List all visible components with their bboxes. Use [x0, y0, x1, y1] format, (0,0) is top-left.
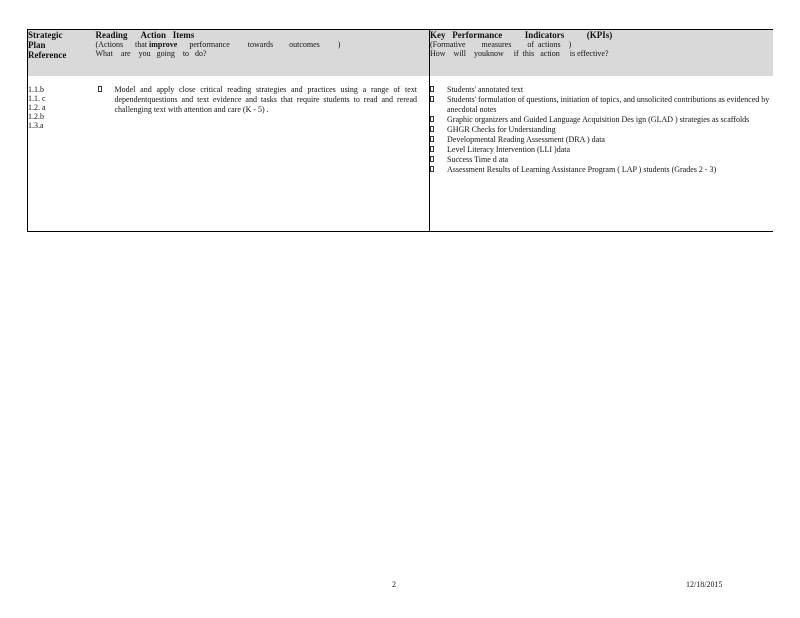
body-cell-reference [28, 76, 88, 232]
bullet-box-icon [430, 146, 434, 152]
ref-item: 1.2. a [28, 102, 46, 112]
kpi-list-item [430, 115, 773, 125]
header-ref-line-3: Reference [28, 50, 67, 60]
bullet-box-icon [98, 86, 102, 92]
kpi-item-text: Assessment Results of Learning Assistance Program ( LAP ) students (Grades 2 - 3) [447, 164, 717, 174]
header-actions-sub1-pre: (Actions that [95, 40, 150, 49]
header-actions-title: Reading Action Items [95, 30, 195, 40]
header-actions-sub1-bold: improve [149, 40, 178, 49]
kpi-item-text: Developmental Reading Assessment (DRA ) data [447, 134, 605, 144]
body-cell-kpi [430, 76, 773, 232]
kpi-list-item [430, 165, 773, 175]
table-header-row [28, 30, 773, 76]
header-cell-reference [28, 30, 88, 76]
ref-item: 1.1.b [28, 84, 44, 94]
header-kpi-sub2: How will youknow if this action is effective? [430, 49, 609, 58]
header-kpi-title: Key Performance Indicators (KPIs) [430, 30, 613, 40]
bullet-box-icon [430, 116, 434, 122]
ref-item: 1.3.a [28, 121, 44, 131]
kpi-item-text: Graphic organizers and Guided Language Acquisition Des ign (GLAD ) strategies as scaffolds [447, 114, 750, 124]
footer-date: 12/18/2015 [686, 580, 723, 589]
kpi-list-item [430, 145, 773, 155]
table-body-row [28, 76, 773, 232]
header-cell-kpi [430, 30, 773, 76]
kpi-list-item [430, 135, 773, 145]
header-ref-line-1: Strategic [28, 30, 63, 40]
bullet-box-icon [430, 166, 434, 172]
kpi-item-text: Students' formulation of questions, initiation of topics, and unsolicited contributions as evidenced by anecdotal notes [447, 94, 770, 114]
bullet-box-icon [430, 86, 434, 92]
kpi-item-text: Success Time d ata [447, 154, 509, 164]
header-kpi-sub1: (Formative measures of actions ) [430, 40, 572, 49]
page-number: 2 [392, 580, 396, 589]
kpi-list [430, 85, 773, 175]
kpi-list-item [430, 95, 773, 115]
bullet-box-icon [430, 96, 434, 102]
bullet-box-icon [430, 136, 434, 142]
header-ref-line-2: Plan [28, 40, 46, 50]
bullet-box-icon [430, 126, 434, 132]
header-cell-actions [88, 30, 430, 76]
kpi-list-item [430, 155, 773, 165]
bullet-box-icon [430, 156, 434, 162]
kpi-list-item [430, 125, 773, 135]
ref-item: 1.2.b [28, 112, 44, 122]
kpi-item-text: GHGR Checks for Understanding [447, 124, 556, 134]
body-cell-actions [88, 76, 430, 232]
kpi-item-text: Level Literacy Intervention (LLI )data [447, 144, 571, 154]
strategic-plan-table [27, 29, 773, 232]
action-item-text: Model and apply close critical reading strategies and practices using a range of text dependentquestions and text evidence and tasks that require students to read and reread challenging text with attention and care (K - 5) . [114, 84, 417, 114]
header-actions-sub1-post: performance towards outcomes ) [177, 40, 341, 49]
kpi-item-text: Students' annotated text [447, 84, 524, 94]
header-actions-sub2: What are you going to do? [95, 49, 207, 58]
header-actions-sub1 [96, 40, 430, 49]
ref-item: 1.1. c [28, 93, 46, 103]
kpi-list-item [430, 85, 773, 95]
action-list-item [98, 85, 430, 115]
